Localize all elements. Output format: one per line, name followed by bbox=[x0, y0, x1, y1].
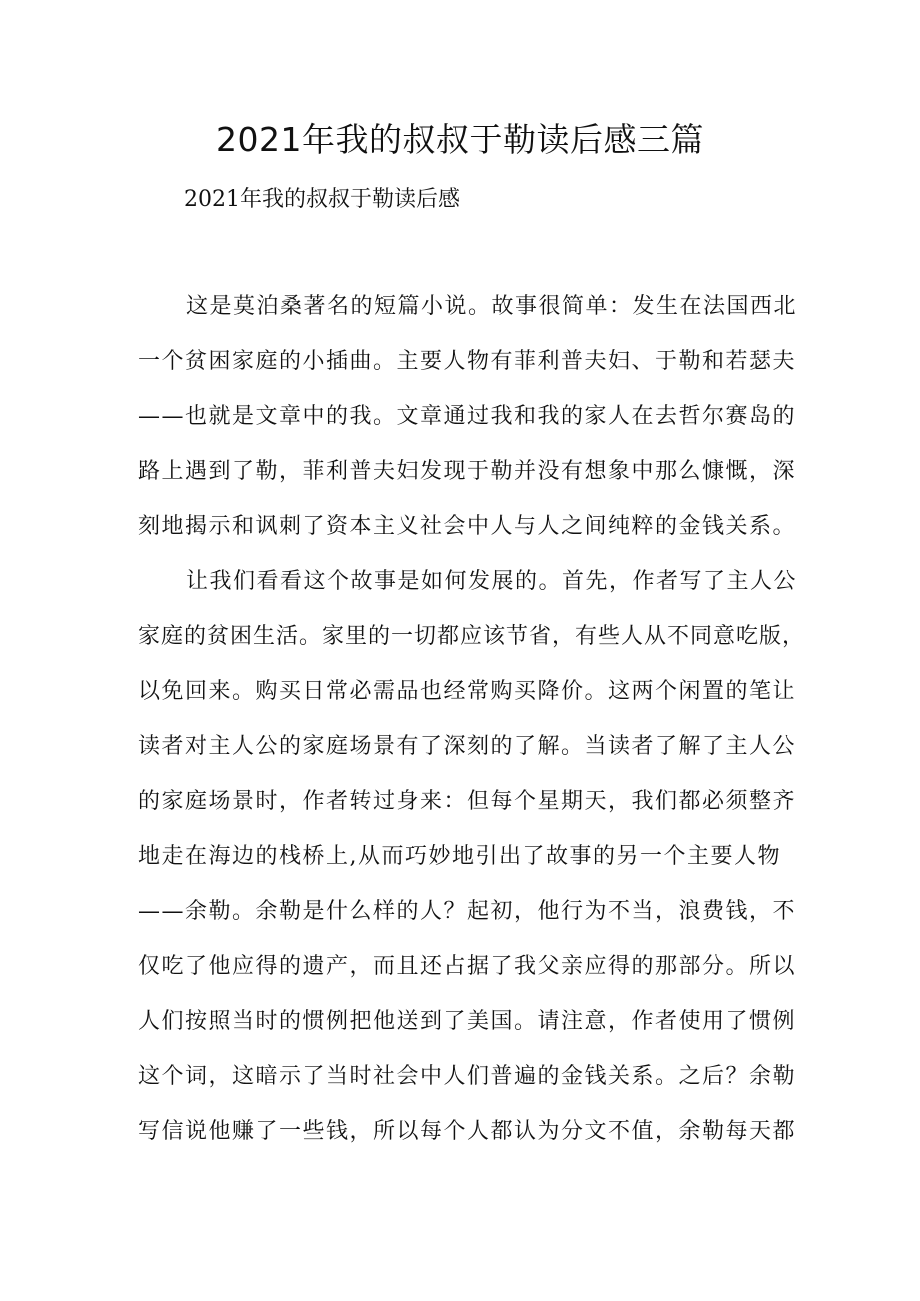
text-line: 人们按照当时的惯例把他送到了美国。请注意，作者使用了惯例 bbox=[138, 1009, 797, 1034]
text-line: 刻地揭示和讽刺了资本主义社会中人与人之间纯粹的金钱关系。 bbox=[138, 514, 797, 539]
text-line: 地走在海边的栈桥上,从而巧妙地引出了故事的另一个主要人物 bbox=[138, 844, 781, 869]
text-line: 这个词，这暗示了当时社会中人们普遍的金钱关系。之后？余勒 bbox=[138, 1064, 797, 1089]
text-line: 读者对主人公的家庭场景有了深刻的了解。当读者了解了主人公 bbox=[138, 734, 797, 759]
document-title: 2021年我的叔叔于勒读后感三篇 bbox=[216, 120, 704, 159]
text-line: 让我们看看这个故事是如何发展的。首先，作者写了主人公 bbox=[186, 569, 798, 594]
body-text bbox=[138, 288, 810, 1168]
text-line: ——余勒。余勒是什么样的人？起初，他行为不当，浪费钱，不 bbox=[138, 899, 797, 924]
section-heading: 2021年我的叔叔于勒读后感 bbox=[184, 187, 460, 212]
text-line: 以免回来。购买日常必需品也经常购买降价。这两个闲置的笔让 bbox=[138, 679, 797, 704]
text-line: ——也就是文章中的我。文章通过我和我的家人在去哲尔赛岛的 bbox=[138, 404, 797, 429]
text-line: 一个贫困家庭的小插曲。主要人物有菲利普夫妇、于勒和若瑟夫 bbox=[138, 349, 797, 374]
text-line: 这是莫泊桑著名的短篇小说。故事很简单：发生在法国西北 bbox=[186, 294, 798, 319]
text-line: 写信说他赚了一些钱，所以每个人都认为分文不值，余勒每天都 bbox=[138, 1119, 797, 1144]
text-line: 家庭的贫困生活。家里的一切都应该节省，有些人从不同意吃版， bbox=[138, 624, 806, 649]
text-line: 路上遇到了勒，菲利普夫妇发现于勒并没有想象中那么慷慨，深 bbox=[138, 459, 797, 484]
text-line: 仅吃了他应得的遗产，而且还占据了我父亲应得的那部分。所以 bbox=[138, 954, 797, 979]
text-line: 的家庭场景时，作者转过身来：但每个星期天，我们都必须整齐 bbox=[138, 789, 797, 814]
